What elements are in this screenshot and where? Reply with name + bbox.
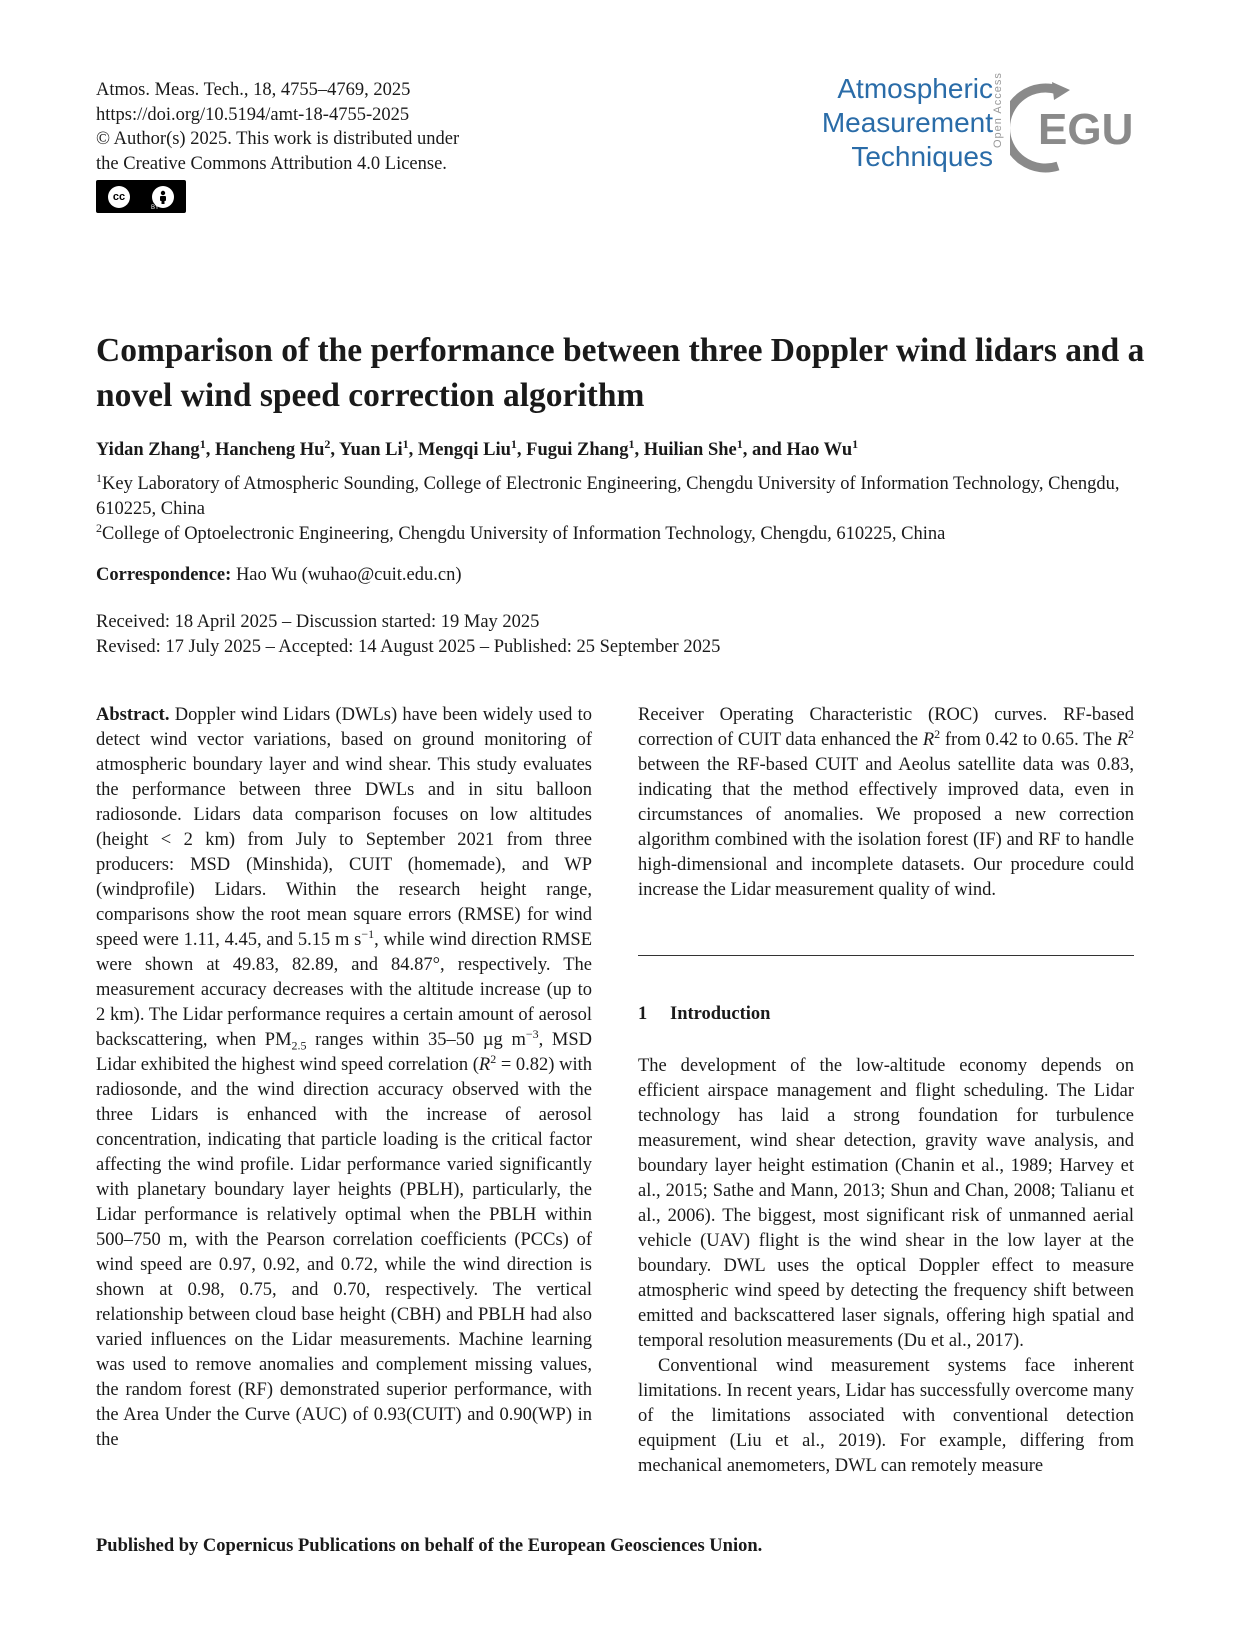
author: Hancheng Hu$^2$, (214, 436, 339, 460)
paragraph: The development of the low-altitude economy depends on efficient airspace management and flight scheduling. The Lidar technology has laid a strong foundation for turbulence measurement, wind shear detection, gravity wave analysis, and boundary layer height estimation (Chanin et al., 1989; Harvey et al., 2015; Sathe and Mann, 2013; Shun and Chan, 2008; Talianu et al., 2006). The biggest, most significant risk of unmanned aerial vehicle (UAV) flight is the wind shear in the low layer at the boundary. DWL uses the optical Doppler effect to measure atmospheric wind speed by detecting the frequency shift between emitted and backscattered laser signals, offering high spatial and temporal resolution measurements (Du et al., 2017). (638, 1056, 1134, 1351)
by-label: BY (150, 205, 159, 211)
abstract: Abstract. Doppler wind Lidars (DWLs) have been widely used to detect wind vector variations, based on ground monitoring of atmospheric boundary layer and wind shear. This study evaluates the performance between three DWLs and in situ balloon radiosonde. Lidars data comparison focuses on low altitudes (height < 2 km) from July to September 2021 from three producers: MSD (Minshida), CUIT (homemade), and WP (windprofile) Lidars. Within the research height range, comparisons show the root mean square errors (RMSE) for wind speed were 1.11, 4.45, and 5.15 m $s^{-1}$, while wind direction RMSE were shown at 49.83, 82.89, and 84.87°, respectively. The measurement accuracy decreases with the altitude increase (up to 2 km). The Lidar performance requires a certain amount of aerosol backscattering, when $PM_{2.5}$ ranges within 35–50 µg $m^{-3}$, MSD Lidar exhibited the highest wind speed correlation $(R^2 = 0.82)$ with radiosonde, and the wind direction accuracy observed with the three Lidars is enhanced with the increase of aerosol concentration, indicating that particle loading is the critical factor affecting the wind profile. Lidar performance varied significantly with planetary boundary layer heights (PBLH), particularly, the Lidar performance is relatively optimal when the PBLH within 500–750 m, with the Pearson correlation coefficients (PCCs) of wind speed are 0.97, 0.92, and 0.72, while the wind direction is shown at 0.98, 0.75, and 0.70, respectively. The vertical relationship between cloud base height (CBH) and PBLH had also varied influences on the Lidar measurements. Machine learning was used to remove anomalies and complement missing values, the random forest (RF) demonstrated superior performance, with the Area Under the Curve (AUC) of 0.93(CUIT) and 0.90(WP) in the (96, 705, 593, 1450)
section-divider (638, 955, 1134, 956)
publisher-footer: Published by Copernicus Publications on behalf of the European Geosciences Union. (96, 1536, 763, 1556)
paper-title: Comparison of the performance between three Doppler wind lidars and a novel wind speed correction algorithm (96, 332, 1145, 414)
citation-block (96, 78, 459, 176)
egu-logo (1010, 78, 1140, 178)
abstract-label: Abstract. (96, 705, 170, 725)
affiliations (96, 472, 1146, 547)
author: Fugui Zhang$^1$, (526, 436, 644, 460)
introduction-body (638, 1054, 1134, 1479)
publication-dates (96, 610, 720, 660)
journal-line: Atmospheric (837, 73, 993, 104)
section-heading-introduction: 1 Introduction (638, 1004, 771, 1024)
journal-line: Measurement (821, 107, 993, 138)
correspondence-email[interactable]: Hao Wu (wuhao@cuit.edu.cn) (235, 565, 462, 585)
affiliation-2: $^2$College of Optoelectronic Engineering, Chengdu University of Information Technology, Chengdu, 610225, China (96, 520, 946, 544)
open-access-label: Open Access (992, 72, 1004, 148)
author: and Hao Wu$^1$ (752, 436, 859, 460)
correspondence: Correspondence: Hao Wu (wuhao@cuit.edu.cn) (96, 565, 462, 585)
citation: Atmos. Meas. Tech., 18, 4755–4769, 2025 (96, 80, 411, 100)
author-list (96, 436, 859, 461)
affiliation-1: $^1$Key Laboratory of Atmospheric Sounding, College of Electronic Engineering, Chengdu University of Information Technology, Chengdu, 610225, China (96, 470, 1120, 519)
paragraph: Conventional wind measurement systems face inherent limitations. In recent years, Lidar has successfully overcome many of the limitations associated with conventional detection equipment (Liu et al., 2019). For example, differing from mechanical anemometers, DWL can remotely measure (638, 1356, 1134, 1476)
cc-by-license-badge[interactable] (96, 180, 186, 213)
dates-line: Revised: 17 July 2025 – Accepted: 14 August 2025 – Published: 25 September 2025 (96, 637, 721, 657)
journal-name (822, 72, 993, 174)
author: Mengqi Liu$^1$, (417, 436, 527, 460)
egu-logo-text: EGU (1038, 105, 1134, 154)
journal-line: Techniques (851, 141, 993, 172)
author: Yidan Zhang$^1$, (96, 436, 215, 460)
cc-icon: cc (108, 186, 130, 208)
dates-line: Received: 18 April 2025 – Discussion started: 19 May 2025 (96, 612, 540, 632)
doi-link[interactable]: https://doi.org/10.5194/amt-18-4755-2025 (96, 104, 410, 125)
license: the Creative Commons Attribution 4.0 License. (96, 153, 447, 174)
copyright: © Author(s) 2025. This work is distributed under (96, 129, 460, 149)
abstract-continued: Receiver Operating Characteristic (ROC) curves. RF-based correction of CUIT data enhanced the $R^2$ from 0.42 to 0.65. The $R^2$ between the RF-based CUIT and Aeolus satellite data was 0.83, indicating that the method effectively improved data, even in circumstances of anomalies. We proposed a new correction algorithm combined with the isolation forest (IF) and RF to handle high-dimensional and incomplete datasets. Our procedure could increase the Lidar measurement quality of wind. (638, 705, 1135, 900)
author: Huilian She$^1$, (643, 436, 753, 460)
author: Yuan Li$^1$, (339, 436, 418, 460)
